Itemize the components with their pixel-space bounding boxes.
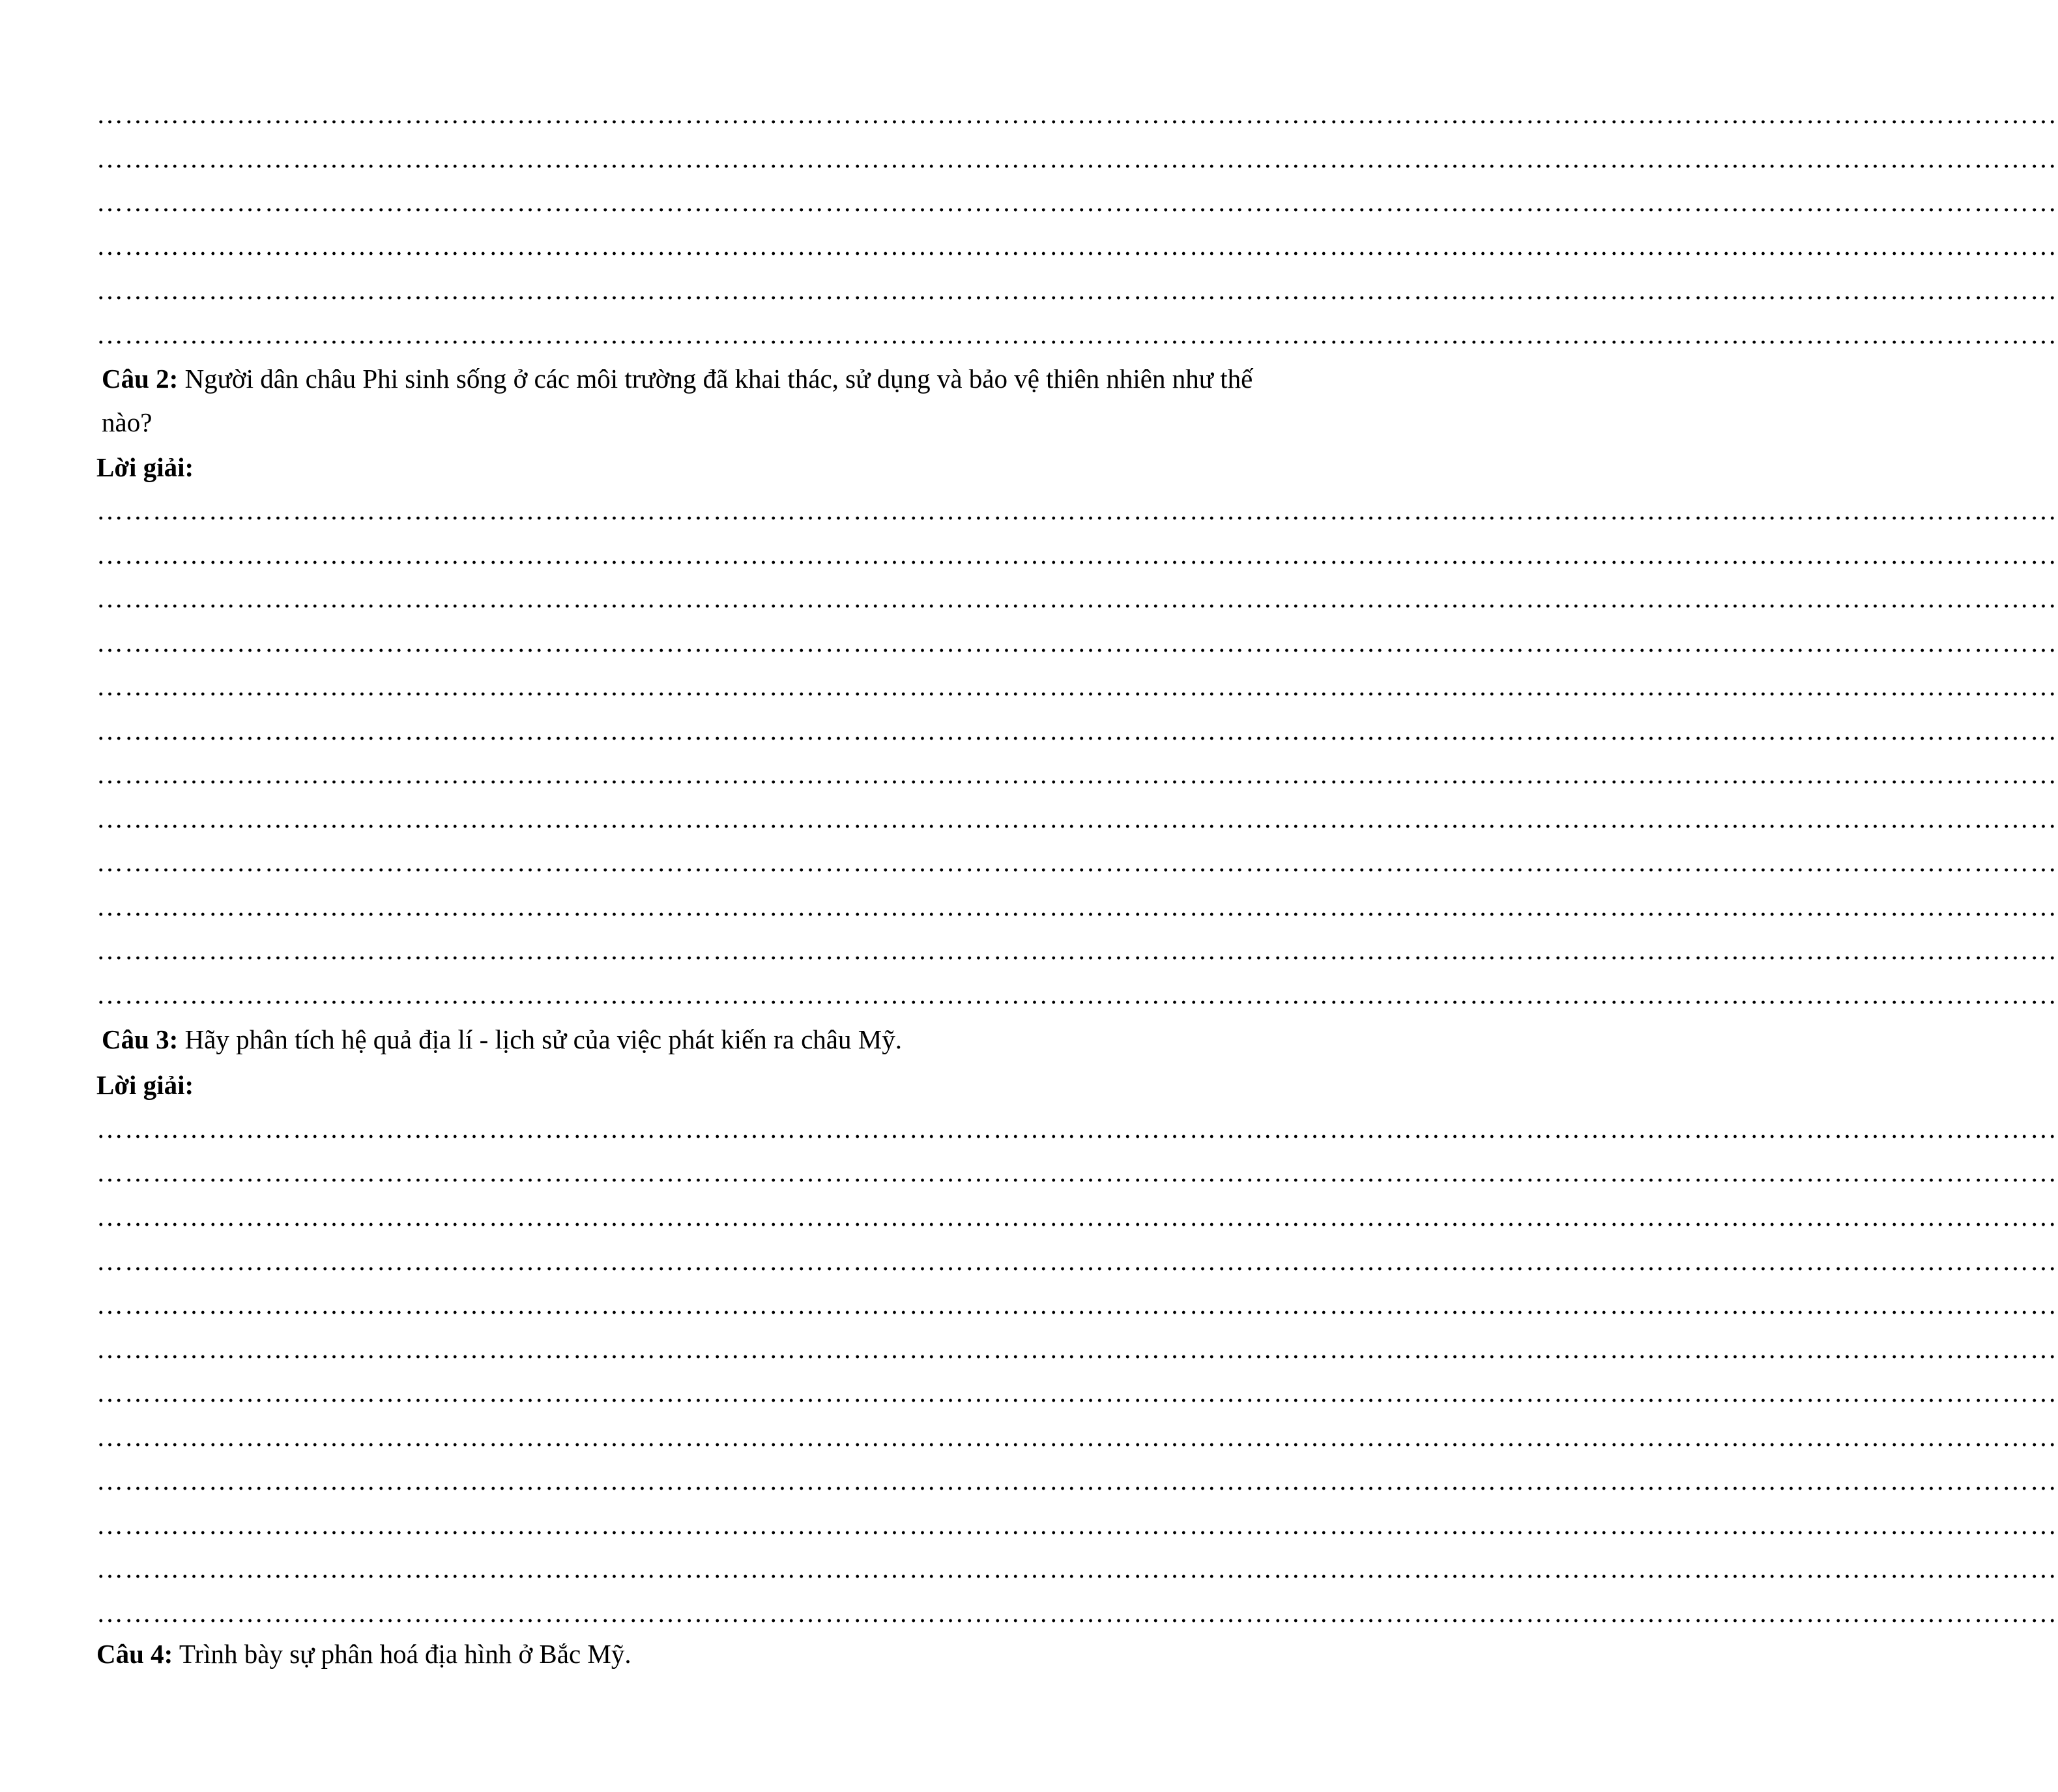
answer-line: ………………………………………………………………………………………………………………………………………………………………………………………… — [96, 231, 2058, 261]
answer-line: ………………………………………………………………………………………………………………………………………………………………………………………… — [96, 759, 2058, 789]
question-text: Trình bày sự phân hoá địa hình ở Bắc Mỹ. — [179, 1639, 631, 1669]
question-4 — [96, 1632, 1289, 1676]
answer-line: ………………………………………………………………………………………………………………………………………………………………………………………… — [96, 1510, 2058, 1540]
answer-line: ………………………………………………………………………………………………………………………………………………………………………………………… — [96, 1334, 2058, 1364]
answer-line: ………………………………………………………………………………………………………………………………………………………………………………………… — [96, 628, 2058, 658]
answer-line: ………………………………………………………………………………………………………………………………………………………………………………………… — [96, 1114, 2058, 1144]
answer-line: ………………………………………………………………………………………………………………………………………………………………………………………… — [96, 979, 2058, 1009]
question-2 — [102, 357, 1294, 444]
answer-line: ………………………………………………………………………………………………………………………………………………………………………………………… — [96, 715, 2058, 745]
answer-label: Lời giải: — [96, 452, 194, 482]
question-text: Hãy phân tích hệ quả địa lí - lịch sử của việc phát kiến ra châu Mỹ. — [184, 1024, 902, 1054]
answer-label: Lời giải: — [96, 1070, 194, 1100]
answer-line: ………………………………………………………………………………………………………………………………………………………………………………………… — [96, 1157, 2058, 1187]
answer-line: ………………………………………………………………………………………………………………………………………………………………………………………… — [96, 1598, 2058, 1628]
question-label: Câu 2: — [102, 364, 179, 394]
answer-line: ………………………………………………………………………………………………………………………………………………………………………………………… — [96, 540, 2058, 570]
question-label: Câu 3: — [102, 1024, 179, 1054]
answer-line: ………………………………………………………………………………………………………………………………………………………………………………………… — [96, 319, 2058, 349]
answer-line: ………………………………………………………………………………………………………………………………………………………………………………………… — [96, 275, 2058, 305]
answer-line: ………………………………………………………………………………………………………………………………………………………………………………………… — [96, 1378, 2058, 1408]
answer-line: ………………………………………………………………………………………………………………………………………………………………………………………… — [96, 1554, 2058, 1583]
answer-line: ………………………………………………………………………………………………………………………………………………………………………………………… — [96, 671, 2058, 701]
answer-line: ………………………………………………………………………………………………………………………………………………………………………………………… — [96, 143, 2058, 173]
answer-line: ………………………………………………………………………………………………………………………………………………………………………………………… — [96, 583, 2058, 613]
answer-line: ………………………………………………………………………………………………………………………………………………………………………………………… — [96, 1246, 2058, 1276]
question-3 — [102, 1018, 1294, 1062]
answer-line: ………………………………………………………………………………………………………………………………………………………………………………………… — [96, 891, 2058, 921]
answer-line: ………………………………………………………………………………………………………………………………………………………………………………………… — [96, 1422, 2058, 1452]
answer-line: ………………………………………………………………………………………………………………………………………………………………………………………… — [96, 803, 2058, 833]
answer-line: ………………………………………………………………………………………………………………………………………………………………………………………… — [96, 935, 2058, 965]
answer-line: ………………………………………………………………………………………………………………………………………………………………………………………… — [96, 847, 2058, 877]
answer-line: ………………………………………………………………………………………………………………………………………………………………………………………… — [96, 1290, 2058, 1320]
answer-line: ………………………………………………………………………………………………………………………………………………………………………………………… — [96, 1202, 2058, 1232]
answer-line: ………………………………………………………………………………………………………………………………………………………………………………………… — [96, 1466, 2058, 1496]
question-label: Câu 4: — [96, 1639, 173, 1669]
question-text: Người dân châu Phi sinh sống ở các môi trường đã khai thác, sử dụng và bảo vệ thiên nhiên như thế nào? — [102, 364, 1253, 437]
answer-line: ………………………………………………………………………………………………………………………………………………………………………………………… — [96, 495, 2058, 525]
answer-line: ………………………………………………………………………………………………………………………………………………………………………………………… — [96, 99, 2058, 129]
answer-line: ………………………………………………………………………………………………………………………………………………………………………………………… — [96, 187, 2058, 217]
